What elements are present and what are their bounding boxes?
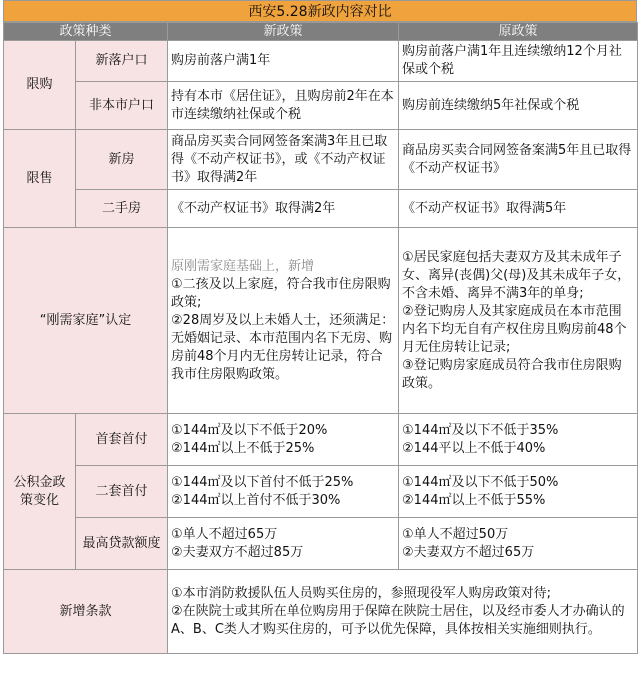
list-item: ①144㎡及以下不低于20%	[171, 422, 328, 438]
sub-new-hukou: 新落户口	[76, 41, 168, 82]
list-item: ③登记购房家庭成员符合我市住房限购政策。	[402, 357, 622, 391]
category-xinzeng: 新增条款	[4, 570, 168, 654]
list-item: ①居民家庭包括夫妻双方及其未成年子女、离异(丧偶)父(母)及其未成年子女，不含未婚、离异不满3年的单身;	[402, 249, 631, 301]
table-row	[4, 82, 638, 130]
sub-second-hand: 二手房	[76, 190, 168, 228]
new-policy-cell: 商品房买卖合同网签备案满3年且已取得《不动产权证书》，或《不动产权证书》取得满2年	[168, 130, 399, 190]
new-policy-cell	[168, 466, 399, 518]
new-clause-cell	[168, 570, 638, 654]
sub-max-loan: 最高贷款额度	[76, 518, 168, 570]
header-row	[4, 23, 638, 41]
sub-second-payment: 二套首付	[76, 466, 168, 518]
list-item: ②登记购房人及其家庭成员在本市范围内名下均无自有产权住房且购房前48个月无住房转让记录;	[402, 303, 627, 355]
list-item: ①本市消防救援队伍人员购买住房的，参照现役军人购房政策对待;	[171, 585, 552, 601]
table-row	[4, 190, 638, 228]
table-row	[4, 414, 638, 466]
new-policy-cell	[168, 414, 399, 466]
list-item: ②144㎡以上首付不低于30%	[171, 492, 341, 508]
old-policy-cell	[399, 228, 638, 414]
table-row	[4, 41, 638, 82]
list-item: ②144㎡以上不低于55%	[402, 492, 546, 508]
table-row	[4, 466, 638, 518]
category-xianshou: 限售	[4, 130, 76, 228]
list-item: ①144㎡及以下首付不低于25%	[171, 474, 354, 490]
old-policy-cell: 商品房买卖合同网签备案满5年且已取得《不动产权证书》	[399, 130, 638, 190]
list-item: ①144㎡及以下不低于35%	[402, 422, 559, 438]
list-item: ①单人不超过65万	[171, 526, 278, 542]
new-policy-cell	[168, 228, 399, 414]
new-policy-cell	[168, 518, 399, 570]
table-row	[4, 228, 638, 414]
new-policy-cell: 《不动产权证书》取得满2年	[168, 190, 399, 228]
table-row	[4, 570, 638, 654]
old-policy-cell: 《不动产权证书》取得满5年	[399, 190, 638, 228]
table-row	[4, 130, 638, 190]
list-item: ①单人不超过50万	[402, 526, 509, 542]
new-policy-cell: 持有本市《居住证》，且购房前2年在本市连续缴纳社保或个税	[168, 82, 399, 130]
header-type: 政策种类	[4, 23, 168, 41]
old-policy-cell	[399, 518, 638, 570]
policy-comparison	[3, 0, 637, 654]
sub-first-payment: 首套首付	[76, 414, 168, 466]
old-policy-cell	[399, 414, 638, 466]
comparison-table	[3, 22, 638, 654]
table-title: 西安5.28新政内容对比	[3, 0, 637, 22]
header-old: 原政策	[399, 23, 638, 41]
category-gongjijin: 公积金政 策变化	[4, 414, 76, 570]
list-item: ②夫妻双方不超过85万	[171, 544, 304, 560]
list-item: ②144平以上不低于40%	[402, 440, 546, 456]
table-row	[4, 518, 638, 570]
old-policy-cell: 购房前连续缴纳5年社保或个税	[399, 82, 638, 130]
list-item: ①二孩及以上家庭，符合我市住房限购政策;	[171, 276, 391, 310]
list-item: ①144㎡及以下不低于50%	[402, 474, 559, 490]
new-intro-text: 原刚需家庭基础上，新增	[171, 258, 315, 274]
list-item: ②夫妻双方不超过65万	[402, 544, 535, 560]
list-item: ②在陕院士或其所在单位购房用于保障在陕院士居住，以及经市委人才办确认的A、B、C类人才购买住房的，可予以优先保障，具体按相关实施细则执行。	[171, 603, 625, 637]
category-gangxu: “刚需家庭”认定	[4, 228, 168, 414]
category-xiangou: 限购	[4, 41, 76, 130]
old-policy-cell	[399, 466, 638, 518]
list-item: ②28周岁及以上未婚人士，还须满足：无婚姻记录、本市范围内名下无房、购房前48个月内无住房转让记录，符合我市住房限购政策。	[171, 312, 395, 382]
list-item: ②144㎡以上不低于25%	[171, 440, 315, 456]
header-new: 新政策	[168, 23, 399, 41]
old-policy-cell: 购房前落户满1年且连续缴纳12个月社保或个税	[399, 41, 638, 82]
new-policy-cell: 购房前落户满1年	[168, 41, 399, 82]
sub-non-local: 非本市户口	[76, 82, 168, 130]
sub-new-house: 新房	[76, 130, 168, 190]
